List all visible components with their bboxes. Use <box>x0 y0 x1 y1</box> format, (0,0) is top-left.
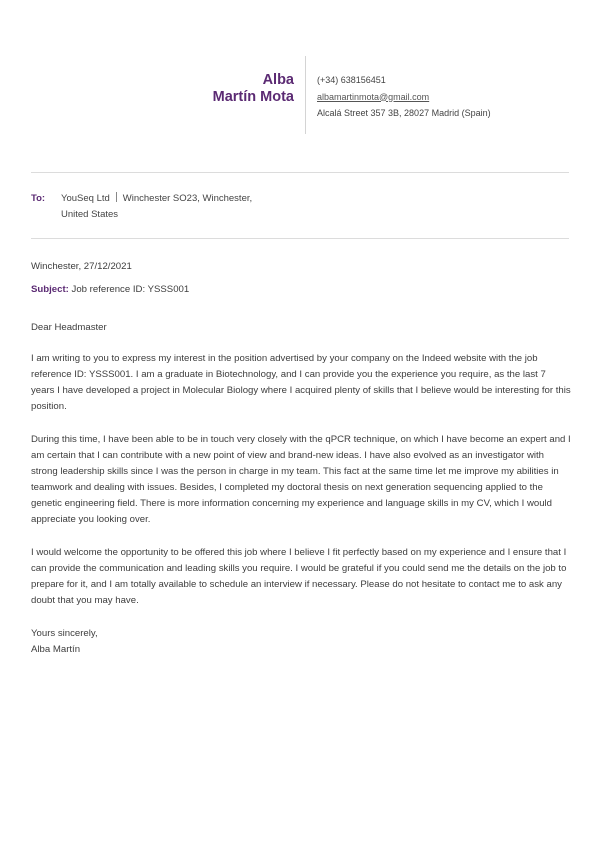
recipient-separator <box>116 192 117 202</box>
body-paragraph-2 <box>31 432 571 529</box>
paragraph-text: I would welcome the opportunity to be offered this job where I believe I fit perfectly based on my experience and I ensure that I can provide the communication and leading skills you require. I would be grateful if you could send me the details on the job to prepare for it, and I am totally available to schedule an interview if necessary. Please do not hesitate to contact me to ask any doubt that you may have. <box>31 547 567 607</box>
sender-first-name: Alba <box>262 72 294 88</box>
sender-phone: (+34) 638156451 <box>317 75 386 85</box>
recipient-company: YouSeq Ltd <box>61 193 110 204</box>
sender-address: Alcalá Street 357 3B, 28027 Madrid (Spain) <box>317 108 491 118</box>
top-rule <box>31 172 569 173</box>
header-divider <box>305 56 306 134</box>
closing-block <box>31 626 571 658</box>
paragraph-text: I am writing to you to express my interest in the position advertised by your company on the Indeed website with the job reference ID: YSSS001. I am a graduate in Biotechnology, and I can provide you the experience you require, as the last 7 years I have developed a project in Molecular Biology where I acquired plenty of skills that I believe would be interesting for this position. <box>31 353 571 413</box>
signature-name: Alba Martín <box>31 644 81 656</box>
subject-line <box>31 282 571 298</box>
closing: Yours sincerely, <box>31 628 98 639</box>
sender-last-name: Martín Mota <box>212 89 294 105</box>
subject-label: Subject: <box>31 284 69 295</box>
recipient-details <box>61 191 311 223</box>
subject-text: Job reference ID: YSSS001 <box>71 284 190 295</box>
sender-name <box>213 72 294 106</box>
paragraph-text: During this time, I have been able to be in touch very closely with the qPCR technique, on which I have become an expert and I am certain that I can contribute with a new point of view and brand-new ideas. I have also evolved as an investigator with strong leadership skills since I was the person in charge in my team. This fact at the same time let me improve my abilities in teamwork and dealing with issues. Besides, I completed my doctoral thesis on next generation sequencing applied to the genetic engineering field. There is more information concerning my experience and language skills in my CV, which I would appreciate you looking over. <box>31 434 571 526</box>
bottom-rule <box>31 238 569 239</box>
sender-contact <box>317 72 491 122</box>
recipient-label: To: <box>31 193 46 204</box>
salutation: Dear Headmaster <box>31 322 107 333</box>
recipient-country: United States <box>61 209 119 220</box>
sender-email-link[interactable]: albamartinmota@gmail.com <box>317 91 430 102</box>
date-line: Winchester, 27/12/2021 <box>31 261 132 272</box>
recipient-address: Winchester SO23, Winchester, <box>122 193 253 204</box>
body-paragraph-1 <box>31 351 571 415</box>
body-paragraph-3 <box>31 545 571 609</box>
letter-header <box>0 56 600 136</box>
